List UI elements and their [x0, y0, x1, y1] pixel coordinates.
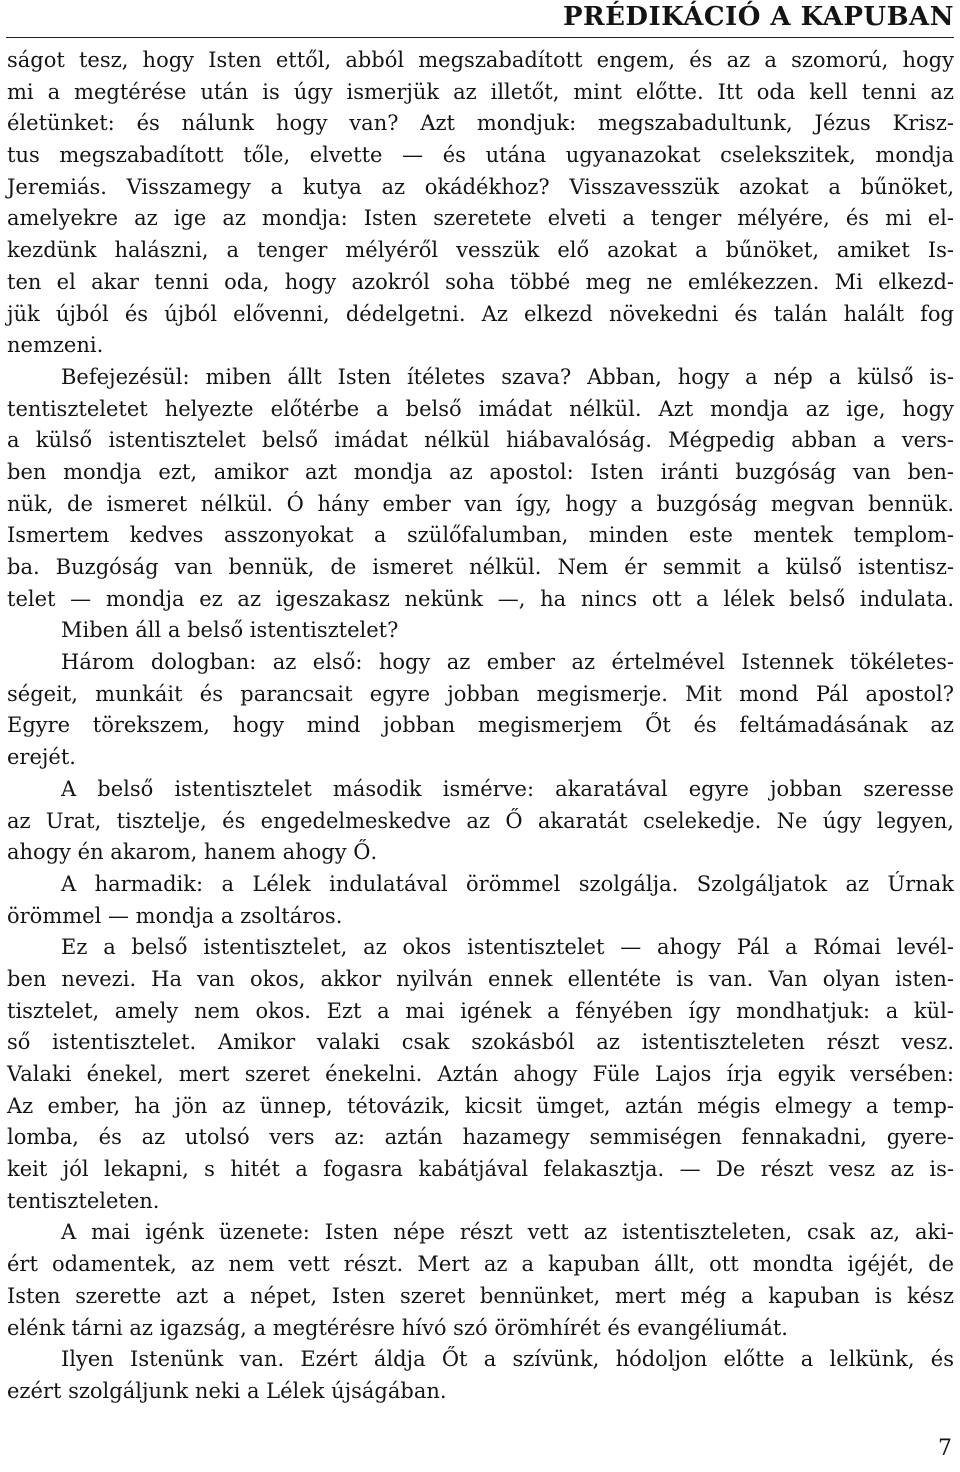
text-line: életünket: és nálunk hogy van? Azt mondjuk: megszabadultunk, Jézus Krisz- — [7, 111, 954, 136]
text-line: mi a megtérése után is úgy ismerjük az illetőt, mint előtte. Itt oda kell tenni az — [7, 79, 954, 104]
page-number: 7 — [938, 1436, 952, 1461]
text-line: Isten szerette azt a népet, Isten szeret bennünket, mert még a kapuban is kész — [7, 1283, 954, 1308]
text-line: telet — mondja ez az igeszakasz nekünk —, ha nincs ott a lélek belső indulata. — [7, 586, 954, 611]
text-line: lomba, és az utolsó vers az: aztán hazamegy semmiségen fennakadni, gyere- — [7, 1125, 954, 1150]
text-line: az Urat, tisztelje, és engedelmeskedve az Ő akaratát cselekedje. Ne úgy legyen, — [7, 808, 954, 833]
text-line: Az ember, ha jön az ünnep, tétovázik, kicsit ümget, aztán mégis elmegy a temp- — [7, 1093, 954, 1118]
text-line: ezért szolgáljunk neki a Lélek újságában. — [7, 1378, 447, 1403]
text-line: nük, de ismeret nélkül. Ó hány ember van így, hogy a buzgóság megvan bennük. — [7, 491, 954, 516]
text-line: ahogy én akarom, hanem ahogy Ő. — [7, 840, 378, 865]
text-line: a külső istentisztelet belső imádat nélkül hiábavalóság. Mégpedig abban a vers- — [7, 428, 954, 453]
text-line: A belső istentisztelet második ismérve: akaratával egyre jobban szeresse — [61, 776, 954, 801]
text-line: keit jól lekapni, s hitét a fogasra kabátjával felakasztja. — De részt vesz az is- — [7, 1157, 954, 1182]
text-line: Három dologban: az első: hogy az ember az értelmével Istennek tökéletes- — [61, 650, 954, 675]
text-line: amelyekre az ige az mondja: Isten szeretete elveti a tenger mélyére, és mi el- — [7, 206, 954, 231]
text-line: nemzeni. — [7, 333, 104, 358]
text-line: kezdünk halászni, a tenger mélyéről vesszük elő azokat a bűnöket, amiket Is- — [7, 238, 954, 263]
text-line: Befejezésül: miben állt Isten ítéletes szava? Abban, hogy a nép a külső is- — [61, 364, 954, 389]
text-line: tentiszteletet helyezte előtérbe a belső imádat nélkül. Azt mondja az ige, hogy — [7, 396, 954, 421]
text-line: Miben áll a belső istentisztelet? — [61, 618, 399, 643]
text-line: Jeremiás. Visszamegy a kutya az okádékhoz? Visszavesszük azokat a bűnöket, — [7, 174, 954, 199]
text-line: ben mondja ezt, amikor azt mondja az apostol: Isten iránti buzgóság van ben- — [7, 459, 954, 484]
text-line: tentiszteleten. — [7, 1188, 160, 1213]
text-line: tus megszabadított tőle, elvette — és utána ugyanazokat cselekszitek, mondja — [7, 143, 954, 168]
body-text — [7, 45, 954, 1408]
text-line: ben nevezi. Ha van okos, akkor nyilván ennek ellentéte is van. Van olyan isten- — [7, 966, 954, 991]
text-line: ten el akar tenni oda, hogy azokról soha többé meg ne emlékezzen. Mi elkezd- — [7, 269, 954, 294]
text-line: Ilyen Istenünk van. Ezért áldja Őt a szívünk, hódoljon előtte a lelkünk, és — [61, 1347, 954, 1372]
text-line: A mai igénk üzenete: Isten népe részt vett az istentiszteleten, csak az, aki- — [61, 1220, 954, 1245]
text-line: erejét. — [7, 745, 76, 770]
text-line: elénk tárni az igazság, a megtérésre hívó szó örömhírét és evangéliumát. — [7, 1315, 788, 1340]
text-line: tisztelet, amely nem okos. Ezt a mai igének a fényében így mondhatjuk: a kül- — [7, 998, 954, 1023]
text-line: ba. Buzgóság van bennük, de ismeret nélkül. Nem ér semmit a külső istentisz- — [7, 555, 954, 579]
header-rule — [6, 37, 954, 38]
text-line: Ez a belső istentisztelet, az okos istentisztelet — ahogy Pál a Római levél- — [61, 935, 954, 960]
running-head: PRÉDIKÁCIÓ A KAPUBAN — [562, 2, 954, 32]
text-line: ságot tesz, hogy Isten ettől, abból megszabadított engem, és az a szomorú, hogy — [7, 48, 954, 72]
text-line: Valaki énekel, mert szeret énekelni. Aztán ahogy Füle Lajos írja egyik versében: — [7, 1062, 954, 1086]
text-line: A harmadik: a Lélek indulatával örömmel szolgálja. Szolgáljatok az Úrnak — [61, 871, 954, 896]
text-line: jük újból és újból elővenni, dédelgetni. Az elkezd növekedni és talán halált fog — [7, 301, 954, 326]
text-line: örömmel — mondja a zsoltáros. — [7, 903, 343, 928]
text-line: ért odamentek, az nem vett részt. Mert az a kapuban állt, ott mondta igéjét, de — [7, 1252, 954, 1277]
text-line: ső istentisztelet. Amikor valaki csak szokásból az istentiszteleten részt vesz. — [7, 1030, 954, 1055]
text-line: ségeit, munkáit és parancsait egyre jobban megismerje. Mit mond Pál apostol? — [7, 681, 954, 706]
text-line: Ismertem kedves asszonyokat a szülőfalumban, minden este mentek templom- — [7, 523, 954, 548]
text-line: Egyre törekszem, hogy mind jobban megismerjem Őt és feltámadásának az — [7, 713, 954, 738]
